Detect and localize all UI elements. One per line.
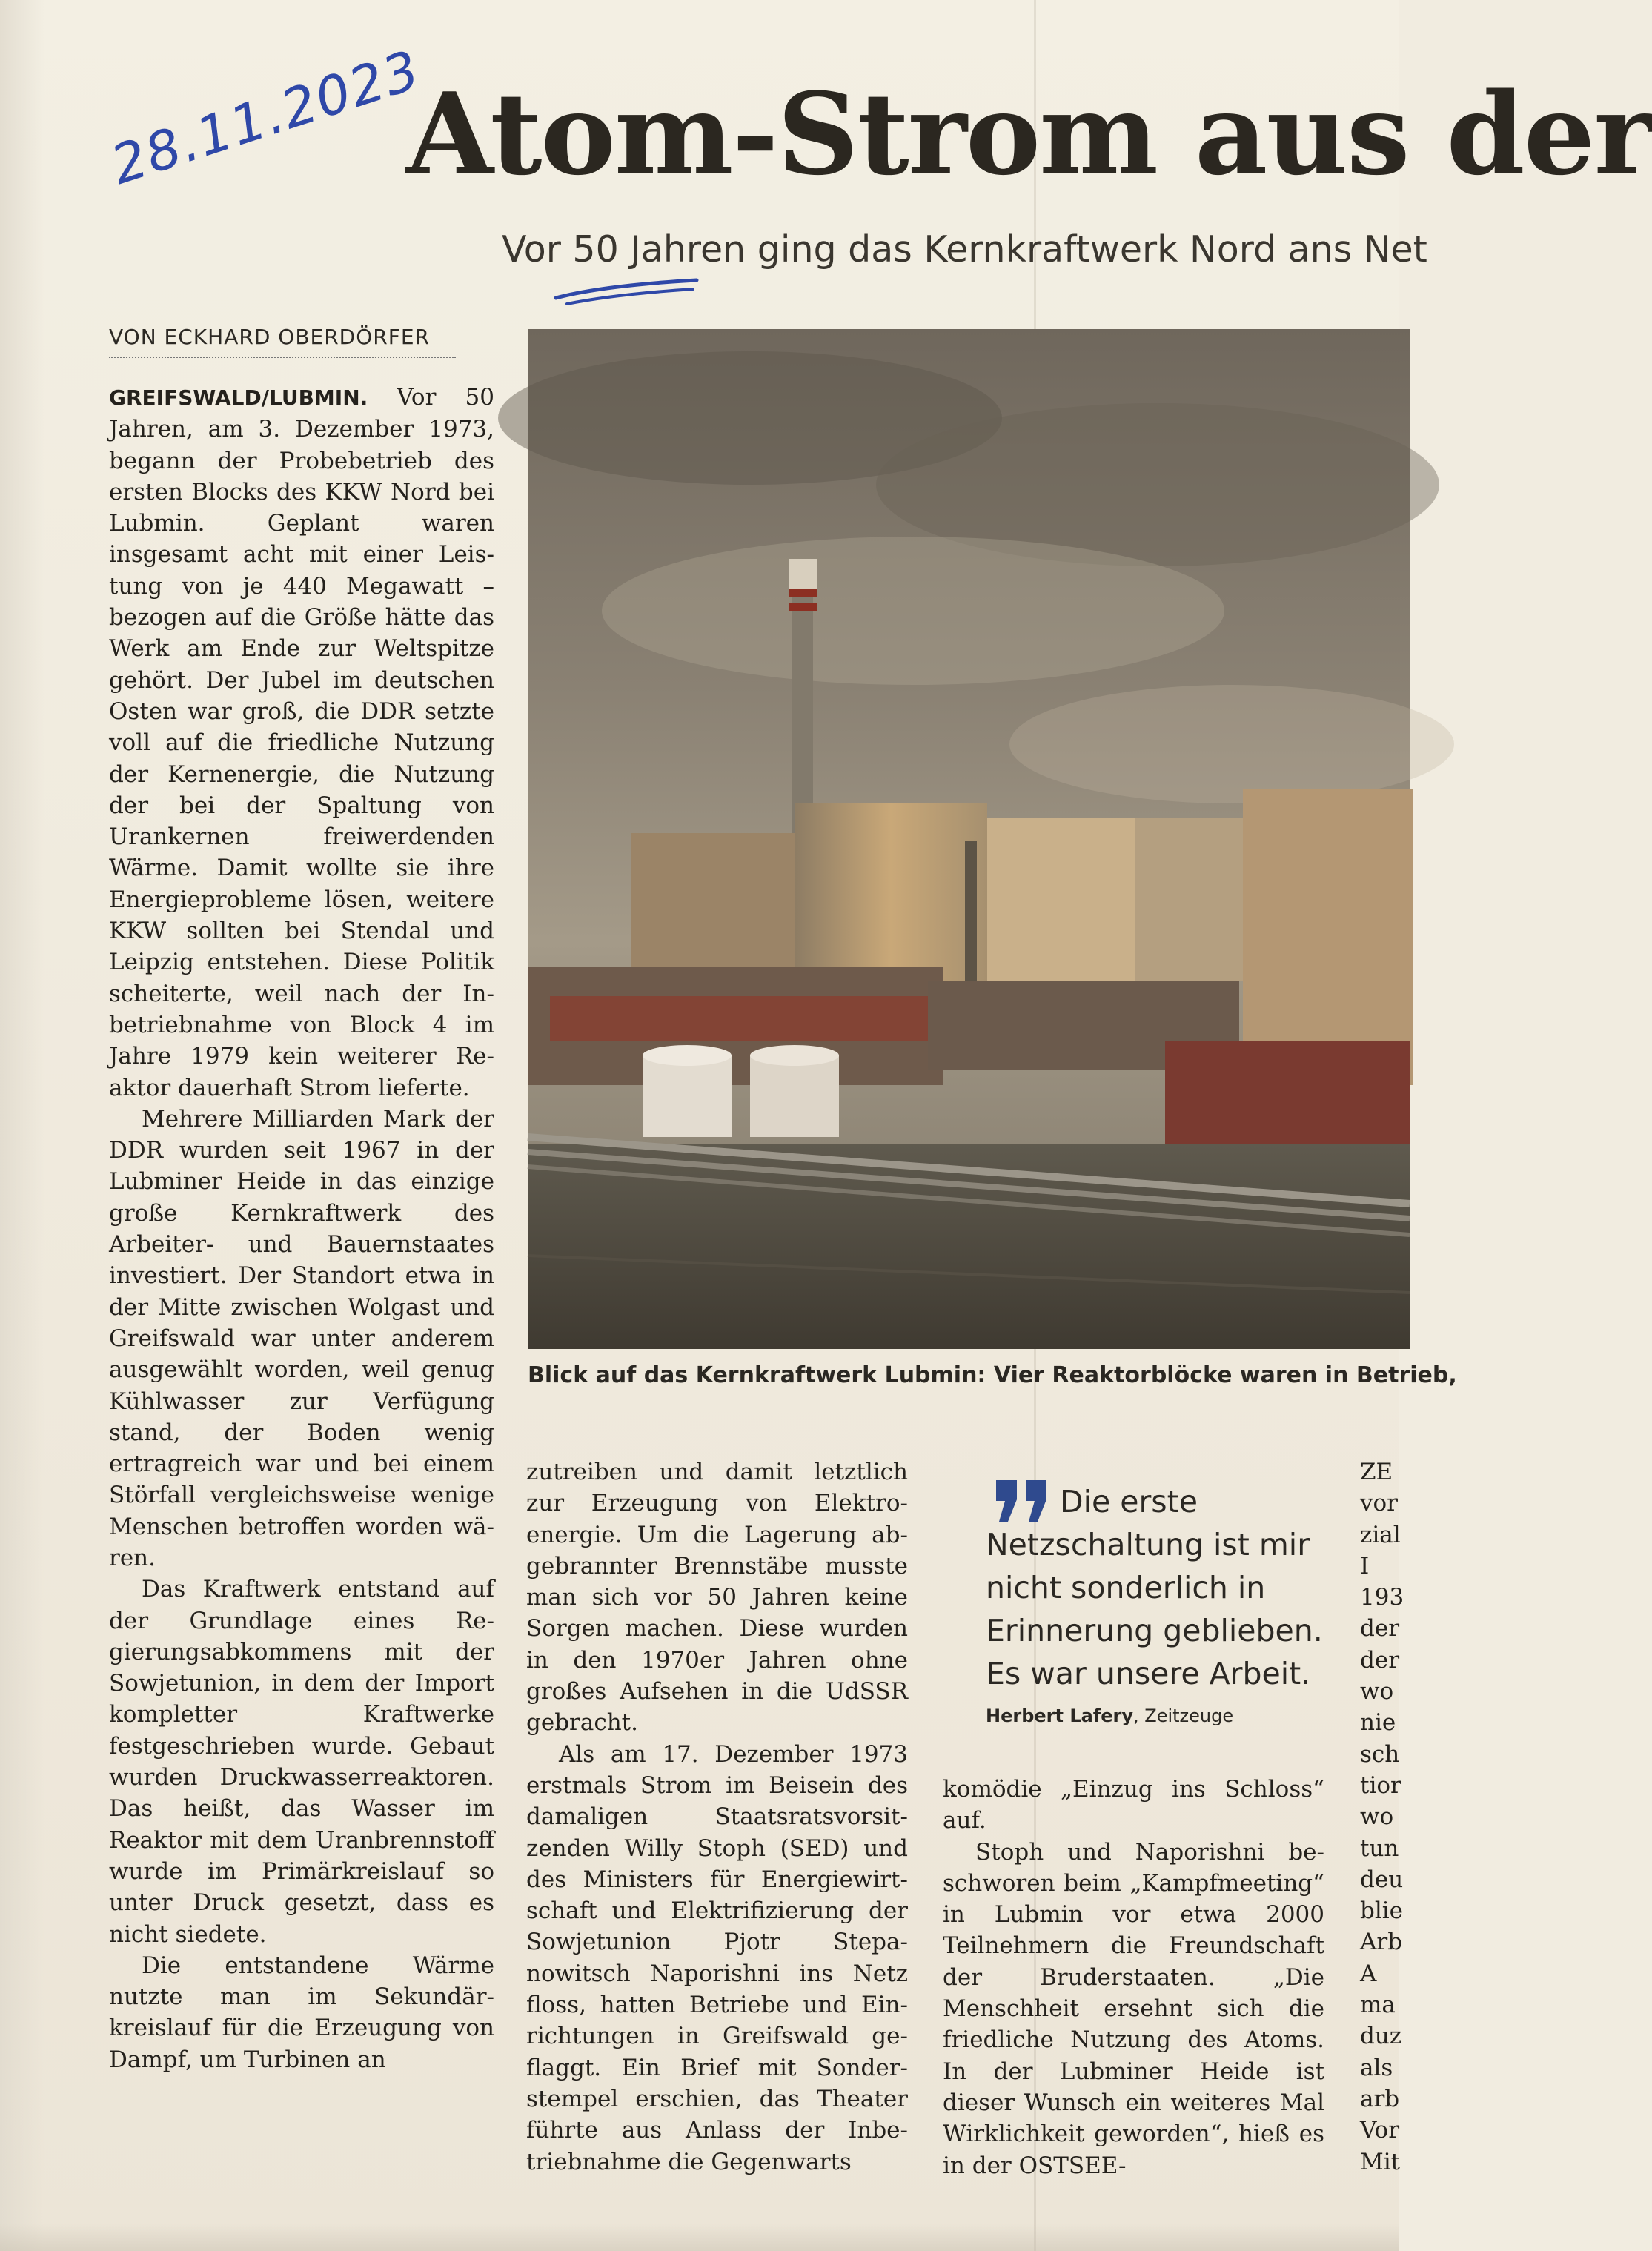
line-fragment: zial — [1360, 1521, 1401, 1548]
line-fragment: Mit — [1360, 2148, 1401, 2175]
paragraph-text: Vor 50 Jahren, am 3. Dezember 1973, begann der Probebetrieb des ersten Blocks des KKW Nord bei Lubmin. Geplant waren insgesamt acht mit einer Leistung von je 440 Megawatt – bezogen auf die Größe hätte das Werk am Ende zur Weltspitze gehört. Der Jubel im deutschen Osten war groß, die DDR setzte voll auf die friedliche Nutzung der Kernenergie, die Nutzung der bei der Spaltung von Urankernen freiwerdenden Wärme. Damit wollte sie ihre Energieprobleme lösen, weitere KKW sollten bei Stendal und Leipzig entstehen. Diese Politik scheiterte, weil nach der Inbetriebnahme von Block 4 im Jahre 1979 kein weiterer Reaktor dauerhaft Strom lieferte. — [109, 384, 494, 1101]
line-fragment: Arb — [1360, 1929, 1403, 1956]
paragraph: Mehrere Milliarden Mark der DDR wurden seit 1967 in der Lubminer Heide in das einzige große Kernkraftwerk des Arbeiter- und Bauernstaates investiert. Der Standort etwa in der Mitte zwischen Wolgast und Greifswald war unter anderem ausgewählt worden, weil genug Kühlwasser zur Verfügung stand, der Boden wenig ertragreich war und bei einem Störfall vergleichsweise wenige Menschen betroffen worden wären. — [109, 1105, 494, 1571]
line-fragment: deu — [1360, 1866, 1404, 1893]
line-fragment: nie — [1360, 1709, 1396, 1737]
paragraph: Als am 17. Dezember 1973 erstmals Strom im Beisein des damaligen Staatsratsvorsitzenden Willy Stoph (SED) und des Ministers für Energiewirtschaft und Elektrifizierung der Sowjetunion Pjotr Stepanowitsch Naporishni ins Netz floss, hatten Betriebe und Einrichtungen in Greifswald geflaggt. Ein Brief mit Sonderstempel erschien, das Theater führte aus Anlass der Inbetriebnahme die Gegenwarts — [526, 1740, 908, 2175]
subheadline: Vor 50 Jahren ging das Kernkraftwerk Nord ans Net — [502, 228, 1427, 271]
article-column-1 — [109, 382, 494, 2075]
line-fragment: wo — [1360, 1803, 1394, 1831]
dateline: GREIFSWALD/LUBMIN. — [109, 385, 368, 410]
article-column-2 — [526, 1456, 908, 2178]
article-column-3 — [943, 1774, 1324, 2181]
line-fragment: duz — [1360, 2023, 1402, 2050]
paragraph: komödie „Einzug ins Schloss“ auf. — [943, 1776, 1324, 1834]
line-fragment: blie — [1360, 1897, 1404, 1925]
headline: Atom-Strom aus der — [406, 67, 1652, 200]
quote-author-name: Herbert Lafery — [986, 1705, 1134, 1726]
line-fragment: Vor — [1360, 2117, 1400, 2144]
quote-text: Die erste Netzschaltung ist mir nicht sonderlich in Erinnerung geblieben. Es war unsere Arbeit. — [986, 1484, 1323, 1691]
paragraph: Die entstandene Wärme nutzte man im Sekundärkreislauf für die Erzeugung von Dampf, um Turbinen an — [109, 1952, 494, 2073]
pen-underline-mark — [552, 274, 700, 311]
line-fragment: I — [1360, 1552, 1370, 1579]
handwritten-date: 28.11.2023 — [104, 38, 428, 196]
scan-bottom-shadow — [0, 2224, 1399, 2251]
line-fragment: ma — [1360, 1992, 1396, 2019]
page-edge-shading — [0, 0, 44, 2251]
paragraph: Das Kraftwerk entstand auf der Grundlage eines Regierungsabkommens mit der Sowjetunion, in dem der Import kompletter Kraftwerke festgeschrieben wurde. Gebaut wurden Druckwasserreaktoren. Das heißt, das Wasser im Reaktor mit dem Uranbrennstoff wurde im Primärkreislauf so unter Druck gesetzt, dass es nicht siedete. — [109, 1576, 494, 1948]
line-fragment: sch — [1360, 1740, 1400, 1768]
line-fragment: tior — [1360, 1771, 1401, 1799]
quote-author-role: , Zeitzeuge — [1133, 1705, 1234, 1726]
line-fragment: A — [1360, 1960, 1377, 1987]
line-fragment: der — [1360, 1615, 1400, 1642]
quote-source — [986, 1705, 1323, 1726]
line-fragment: vor — [1360, 1490, 1398, 1517]
paragraph: Stoph und Naporishni beschworen beim „Kampfmeeting“ in Lubmin vor etwa 2000 Teilnehmern die Freundschaft der Bruderstaaten. „Die Menschheit ersehnt sich die friedliche Nutzung des Atoms. In der Lubminer Heide ist dieser Wunsch ein weiteres Mal Wirklichkeit geworden“, hieß es in der OSTSEE- — [943, 1838, 1324, 2179]
line-fragment: als — [1360, 2054, 1393, 2081]
pull-quote — [986, 1480, 1323, 1726]
paragraph — [109, 382, 494, 1104]
photo-illustration — [528, 329, 1410, 1349]
line-fragment: 193 — [1360, 1584, 1404, 1611]
author-byline: VON ECKHARD OBERDÖRFER — [109, 325, 456, 358]
line-fragment: tun — [1360, 1834, 1399, 1862]
photo-caption: Blick auf das Kernkraftwerk Lubmin: Vier Reaktorblöcke waren in Betrieb, — [528, 1362, 1457, 1388]
line-fragment: wo — [1360, 1678, 1394, 1705]
line-fragment: der — [1360, 1646, 1400, 1674]
line-fragment: ZE — [1360, 1459, 1393, 1485]
paragraph: zutreiben und damit letztlich zur Erzeugung von Elektroenergie. Um die Lagerung abgebrannter Brennstäbe musste man sich vor 50 Jahren keine Sorgen machen. Diese wurden in den 1970er Jahren ohne großes Aufsehen in die UdSSR gebracht. — [526, 1459, 908, 1737]
article-column-4-cut — [1360, 1456, 1404, 2178]
power-plant-photo — [528, 329, 1410, 1349]
line-fragment: arb — [1360, 2085, 1400, 2112]
quote-mark-icon — [993, 1480, 1051, 1522]
